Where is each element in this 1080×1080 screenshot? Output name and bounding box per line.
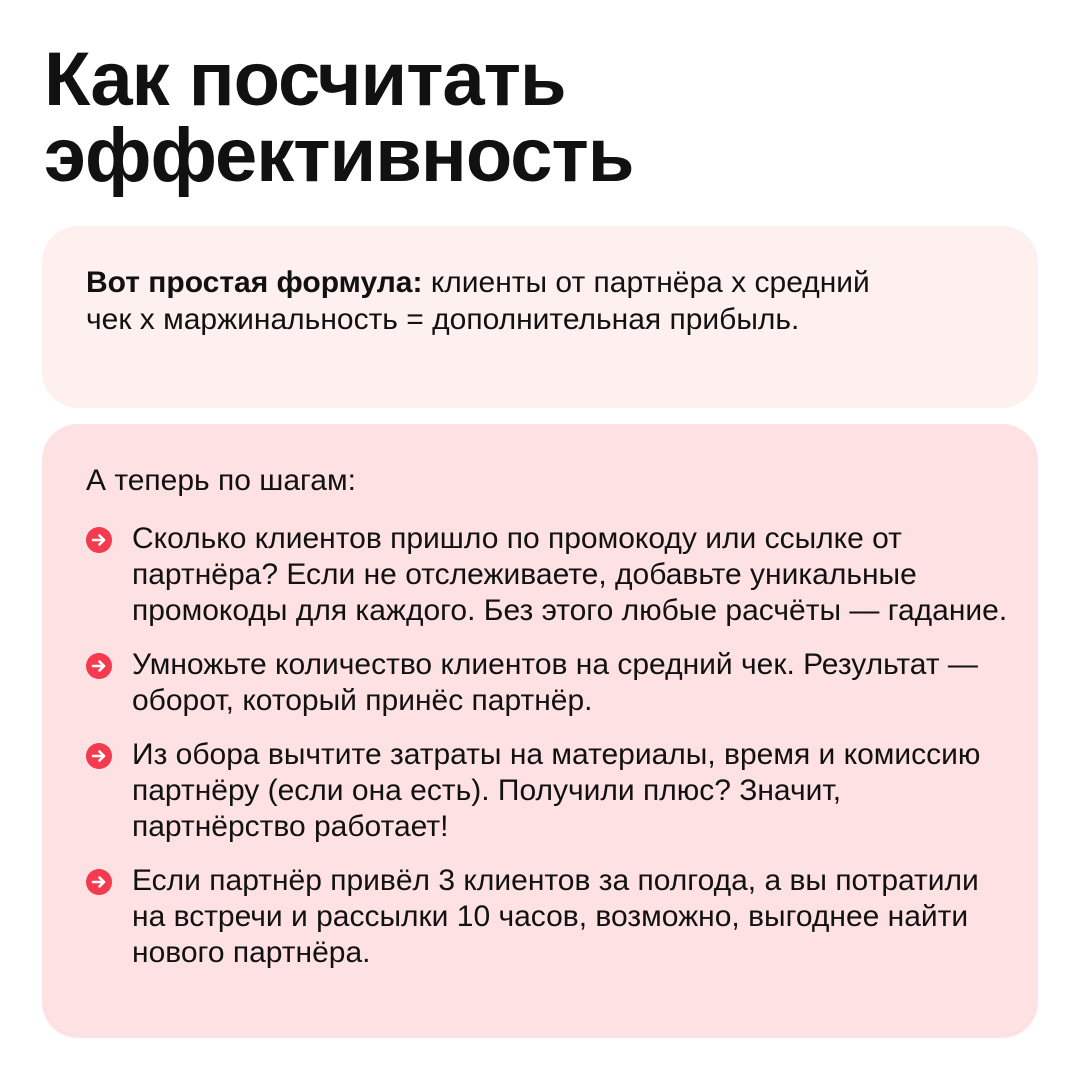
steps-list — [86, 521, 1008, 971]
page-title-line-2: эффективность — [44, 113, 634, 198]
steps-intro: А теперь по шагам: — [86, 464, 356, 497]
page-title — [44, 37, 1024, 198]
step-item-2 — [86, 647, 1008, 719]
step-item-4 — [86, 863, 1008, 971]
step-text: Сколько клиентов пришло по промокоду или ссылке от партнёра? Если не отслеживаете, добавьте уникальные промокоды для каждого. Без этого любые расчёты — гадание. — [132, 522, 1008, 627]
arrow-right-circle-icon — [86, 869, 112, 895]
formula-body: клиенты от партнёра х средний чек х маржинальность = дополнительная прибыль. — [86, 266, 870, 336]
step-text: Если партнёр привёл 3 клиентов за полгода, а вы потратили на встречи и рассылки 10 часов, возможно, выгоднее найти нового партнёра. — [132, 864, 979, 969]
step-item-1 — [86, 521, 1008, 629]
formula-card — [42, 226, 1038, 408]
step-text: Умножьте количество клиентов на средний чек. Результат — оборот, который принёс партнёр. — [132, 648, 978, 717]
arrow-right-circle-icon — [86, 527, 112, 553]
step-item-3 — [86, 737, 1008, 845]
arrow-right-circle-icon — [86, 743, 112, 769]
page-title-line-1: Как посчитать — [44, 37, 566, 122]
formula-lead: Вот простая формула: — [86, 266, 423, 299]
formula-text — [86, 264, 906, 338]
arrow-right-circle-icon — [86, 653, 112, 679]
step-text: Из обора вычтите затраты на материалы, время и комиссию партнёру (если она есть). Получили плюс? Значит, партнёрство работает! — [132, 738, 981, 843]
steps-card — [42, 424, 1038, 1038]
